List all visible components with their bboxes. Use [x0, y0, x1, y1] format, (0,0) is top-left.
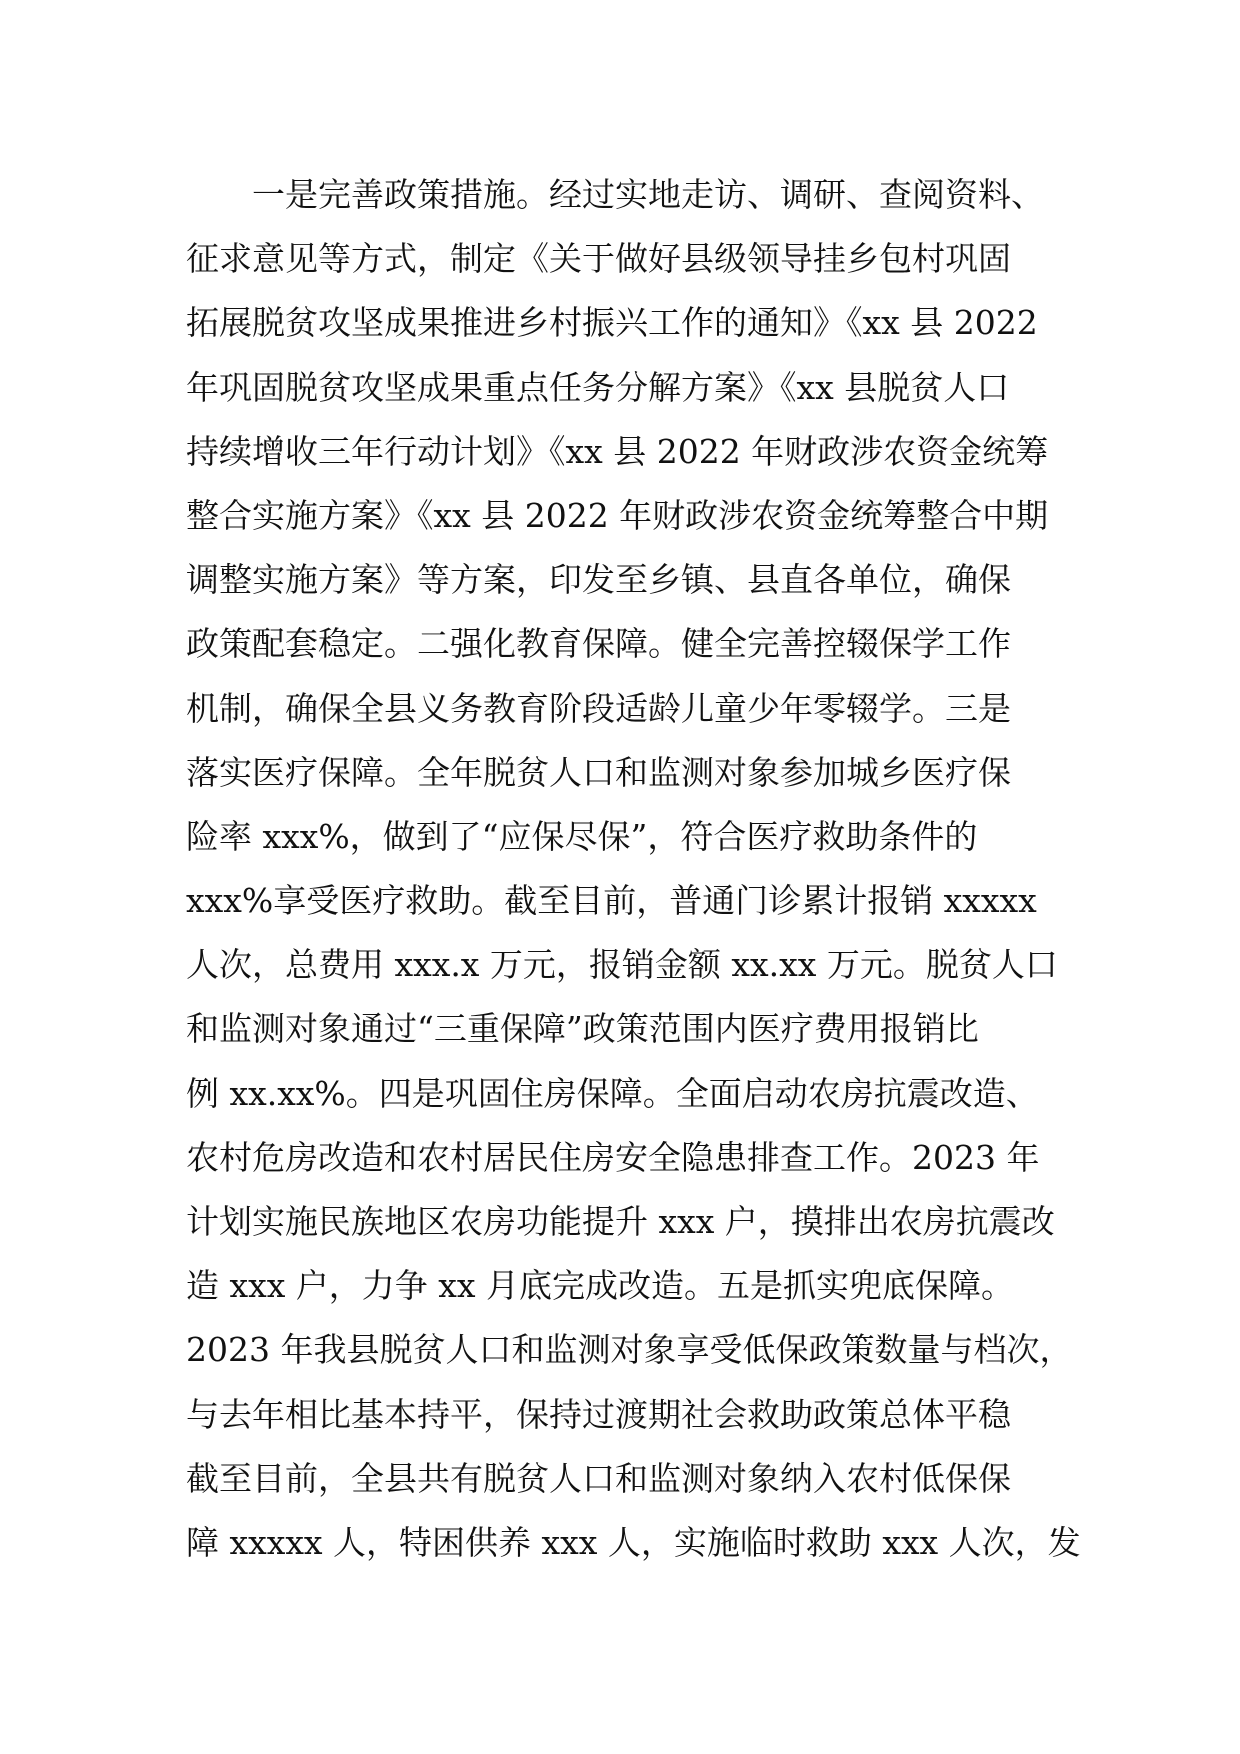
paragraph-line: 拓展脱贫攻坚成果推进乡村振兴工作的通知》《xx 县 2022: [186, 303, 1038, 343]
paragraph-line: 机制，确保全县义务教育阶段适龄儿童少年零辍学。三是: [186, 688, 1011, 728]
paragraph-line: 障 xxxxx 人，特困供养 xxx 人，实施临时救助 xxx 人次，发: [186, 1522, 1081, 1562]
paragraph-line: xxx%享受医疗救助。截至目前，普通门诊累计报销 xxxxx: [186, 881, 1037, 921]
paragraph-line: 与去年相比基本持平，保持过渡期社会救助政策总体平稳: [186, 1394, 1011, 1434]
paragraph-line: 持续增收三年行动计划》《xx 县 2022 年财政涉农资金统筹: [186, 431, 1049, 471]
paragraph-line: 落实医疗保障。全年脱贫人口和监测对象参加城乡医疗保: [186, 752, 1011, 792]
paragraph-line: 险率 xxx%，做到了“应保尽保”，符合医疗救助条件的: [186, 816, 978, 856]
paragraph-line: 政策配套稳定。二强化教育保障。健全完善控辍保学工作: [186, 624, 1011, 664]
paragraph-line: 2023 年我县脱贫人口和监测对象享受低保政策数量与档次，: [186, 1330, 1073, 1370]
paragraph-line: 农村危房改造和农村居民住房安全隐患排查工作。2023 年: [186, 1137, 1040, 1177]
paragraph-line: 和监测对象通过“三重保障”政策范围内医疗费用报销比: [186, 1009, 979, 1049]
paragraph-line: 计划实施民族地区农房功能提升 xxx 户，摸排出农房抗震改: [186, 1202, 1055, 1241]
paragraph-line: 截至目前，全县共有脱贫人口和监测对象纳入农村低保保: [186, 1458, 1011, 1498]
paragraph-line: 一是完善政策措施。经过实地走访、调研、查阅资料、: [252, 175, 1044, 214]
paragraph-line: 人次，总费用 xxx.x 万元，报销金额 xx.xx 万元。脱贫人口: [186, 945, 1058, 985]
paragraph-line: 例 xx.xx%。四是巩固住房保障。全面启动农房抗震改造、: [186, 1073, 1039, 1113]
paragraph-line: 年巩固脱贫攻坚成果重点任务分解方案》《xx 县脱贫人口: [186, 367, 1010, 407]
paragraph-line: 征求意见等方式，制定《关于做好县级领导挂乡包村巩固: [186, 239, 1011, 279]
paragraph-line: 整合实施方案》《xx 县 2022 年财政涉农资金统筹整合中期: [186, 495, 1049, 535]
body-paragraph: [186, 163, 1086, 1575]
paragraph-line: 调整实施方案》等方案，印发至乡镇、县直各单位，确保: [186, 560, 1011, 600]
paragraph-line: 造 xxx 户，力争 xx 月底完成改造。五是抓实兜底保障。: [186, 1266, 1015, 1306]
